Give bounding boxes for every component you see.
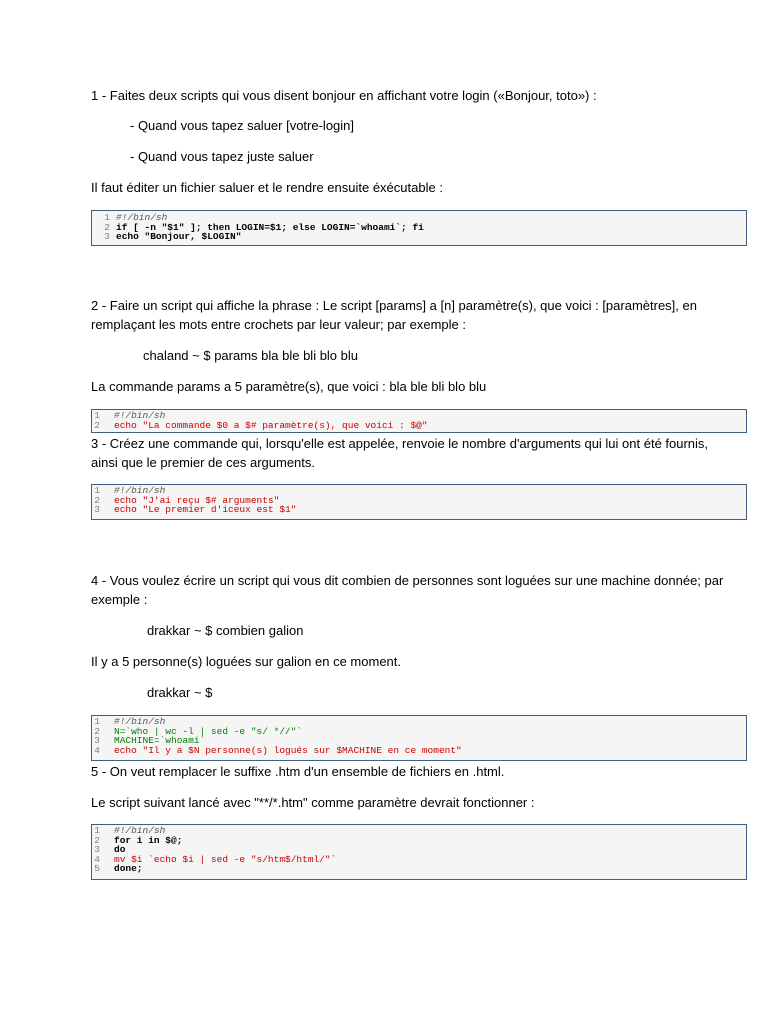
question-5-note: Le script suivant lancé avec "**/*.htm" comme paramètre devrait fonctionner : [91, 795, 535, 810]
question-3: 3 - Créez une commande qui, lorsqu'elle est appelée, renvoie le nombre d'arguments qui lui ont été fournis, ainsi que le premier de ces arguments. [91, 436, 709, 470]
code-line [92, 864, 746, 874]
code-text: echo "La commande $0 a $# paramètre(s), que voici : $@" [114, 419, 428, 431]
question-1: 1 - Faites deux scripts qui vous disent bonjour en affichant votre login («Bonjour, toto») : [91, 88, 597, 103]
line-number: 4 [94, 744, 100, 756]
question-4-example-2: drakkar ~ $ [147, 685, 213, 700]
line-number: 1 [94, 716, 100, 727]
line-number: 3 [94, 735, 100, 747]
line-number: 1 [94, 825, 100, 836]
line-number: 3 [94, 844, 100, 856]
code-block-5 [91, 824, 747, 880]
line-number: 5 [94, 863, 100, 875]
code-line [92, 836, 746, 846]
line-number: 2 [94, 725, 100, 737]
code-line [92, 505, 746, 515]
line-number: 2 [94, 834, 100, 846]
code-line [92, 232, 746, 242]
question-1-bullet-2: - Quand vous tapez juste saluer [130, 149, 314, 164]
question-1-bullet-1: - Quand vous tapez saluer [votre-login] [130, 118, 355, 133]
code-text: echo "J'ai reçu $# arguments" [114, 494, 280, 506]
code-text: mv $i `echo $i | sed -e "s/htm$/html/"` [114, 853, 337, 865]
code-text: if [ -n "$1" ]; then LOGIN=$1; else LOGIN=`whoami`; fi [116, 221, 424, 233]
code-block-2 [91, 409, 747, 433]
line-number: 1 [94, 485, 100, 496]
line-number: 3 [104, 231, 110, 243]
code-text: MACHINE=`whoami` [114, 735, 206, 747]
line-number: 4 [94, 853, 100, 865]
question-4: 4 - Vous voulez écrire un script qui vous dit combien de personnes sont loguées sur une machine donnée; par exemple : [91, 573, 724, 607]
code-text: for i in $@; [114, 834, 183, 846]
question-4-example-1: drakkar ~ $ combien galion [147, 623, 304, 638]
code-text: do [114, 844, 126, 856]
code-text: #!/bin/sh [114, 825, 166, 836]
code-text: echo "Il y a $N personne(s) logués sur $MACHINE en ce moment" [114, 744, 462, 756]
line-number: 2 [94, 494, 100, 506]
line-number: 2 [104, 221, 110, 233]
question-2-example: chaland ~ $ params bla ble bli blo blu [143, 348, 359, 363]
code-text: #!/bin/sh [116, 212, 168, 223]
code-text: echo "Bonjour, $LOGIN" [116, 231, 242, 243]
code-text: N=`who | wc -l | sed -e "s/ *//"` [114, 725, 303, 737]
code-block-4 [91, 715, 747, 761]
question-2: 2 - Faire un script qui affiche la phrase : Le script [params] a [n] paramètre(s), que voici : [paramètres], en remplaçant les mots entre crochets par leur valeur; par exemple : [91, 298, 697, 332]
code-block-1 [91, 210, 747, 246]
code-text: echo "Le premier d'iceux est $1" [114, 504, 297, 516]
line-number: 3 [94, 504, 100, 516]
code-line [92, 855, 746, 865]
code-text: done; [114, 863, 143, 875]
code-block-3 [91, 484, 747, 520]
question-2-result: La commande params a 5 paramètre(s), que voici : bla ble bli blo blu [91, 379, 487, 394]
question-5: 5 - On veut remplacer le suffixe .htm d'un ensemble de fichiers en .html. [91, 764, 505, 779]
line-number: 1 [104, 212, 110, 223]
question-4-result: Il y a 5 personne(s) loguées sur galion en ce moment. [91, 654, 402, 669]
question-1-note: Il faut éditer un fichier saluer et le rendre ensuite éxécutable : [91, 180, 443, 195]
code-text: #!/bin/sh [114, 716, 166, 727]
code-text: #!/bin/sh [114, 410, 166, 421]
line-number: 1 [94, 410, 100, 421]
line-number: 2 [94, 419, 100, 431]
code-text: #!/bin/sh [114, 485, 166, 496]
code-line [92, 826, 746, 836]
code-line [92, 746, 746, 756]
code-line [92, 421, 746, 431]
